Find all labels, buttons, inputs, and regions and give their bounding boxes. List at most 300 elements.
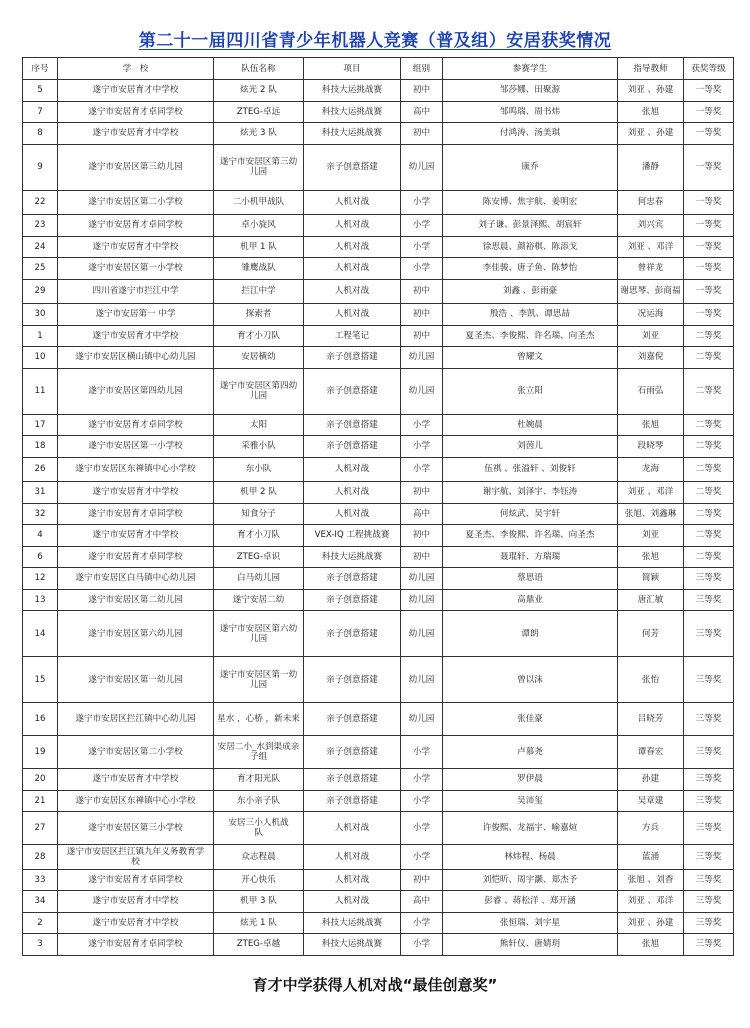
table-cell: 白马幼儿园 [214, 568, 304, 590]
table-cell: 亲子创意搭建 [304, 368, 401, 414]
table-cell: 遂宁市安居区第三幼儿园 [58, 144, 214, 190]
table-cell: 三等奖 [684, 812, 734, 845]
table-cell: 遂宁市安居育才中学校 [58, 891, 214, 913]
table-cell: 亲子创意搭建 [304, 414, 401, 436]
table-cell: 高中 [401, 503, 443, 525]
table-cell: 遂宁市安居区第三幼 儿园 [214, 144, 304, 190]
table-cell: 伍祺 、张溢轩 、刘俊轩 [443, 457, 618, 482]
table-cell: 4 [23, 525, 58, 547]
table-cell: 小学 [401, 236, 443, 258]
table-cell: 34 [23, 891, 58, 913]
table-row [23, 482, 734, 504]
table-cell: 机甲 2 队 [214, 482, 304, 504]
table-cell: 四川省遂宁市拦江中学 [58, 279, 214, 304]
table-cell: 三等奖 [684, 769, 734, 791]
table-cell: 二等奖 [684, 368, 734, 414]
table-row [23, 144, 734, 190]
table-header-row [23, 58, 734, 80]
table-cell: 科技大运挑战赛 [304, 546, 401, 568]
table-cell: 人机对战 [304, 258, 401, 280]
table-cell: 初中 [401, 482, 443, 504]
table-cell: 龙海 [618, 457, 684, 482]
table-cell: 科技大运挑战赛 [304, 123, 401, 145]
table-cell: 遂宁市安居育才卓同学校 [58, 215, 214, 237]
table-cell: 太阳 [214, 414, 304, 436]
header-cell: 指导教师 [618, 58, 684, 80]
table-cell: 李佳骏、唐子鱼、陈梦怡 [443, 258, 618, 280]
header-cell: 组别 [401, 58, 443, 80]
table-cell: 一等奖 [684, 144, 734, 190]
table-cell: 二等奖 [684, 503, 734, 525]
table-cell: 幼儿园 [401, 144, 443, 190]
table-cell: 22 [23, 190, 58, 215]
table-cell: 三等奖 [684, 703, 734, 736]
table-cell: 星水 ，心桥 ，新未来 [214, 703, 304, 736]
table-cell: 二等奖 [684, 414, 734, 436]
table-row [23, 657, 734, 703]
table-cell: 张旭 、刘香 [618, 869, 684, 891]
table-cell: 张旭 [618, 414, 684, 436]
header-cell: 参赛学生 [443, 58, 618, 80]
table-cell: 遂宁市安居区拦江镇中心幼儿园 [58, 703, 214, 736]
table-cell: 探索者 [214, 304, 304, 326]
table-cell: 高鼎业 [443, 589, 618, 611]
table-cell: 三等奖 [684, 589, 734, 611]
table-body [23, 80, 734, 956]
table-cell: 人机对战 [304, 457, 401, 482]
table-cell: 遂宁市安居育才中学校 [58, 912, 214, 934]
table-cell: 开心快乐 [214, 869, 304, 891]
table-cell: 24 [23, 236, 58, 258]
table-row [23, 611, 734, 657]
footer-note: 育才中学获得人机对战“最佳创意奖” [252, 976, 498, 994]
table-cell: 遂宁市安居区第六幼儿园 [58, 611, 214, 657]
table-cell: 段晓琴 [618, 436, 684, 458]
header-cell: 队伍名称 [214, 58, 304, 80]
table-cell: 刘嘉倪 [618, 347, 684, 369]
table-cell: 张佳豪 [443, 703, 618, 736]
table-cell: 遂宁安居二幼 [214, 589, 304, 611]
table-cell: 初中 [401, 80, 443, 102]
table-cell: 小学 [401, 934, 443, 956]
table-cell: 何忠春 [618, 190, 684, 215]
table-cell: ZTEG-卓识 [214, 546, 304, 568]
table-cell: 16 [23, 703, 58, 736]
table-cell: 小学 [401, 736, 443, 769]
table-cell: 幼儿园 [401, 657, 443, 703]
table-cell: 3 [23, 934, 58, 956]
table-cell: 一等奖 [684, 80, 734, 102]
table-cell: 刘亚 [618, 525, 684, 547]
table-cell: 何芳 [618, 611, 684, 657]
table-cell: 三等奖 [684, 934, 734, 956]
table-cell: 工程笔记 [304, 325, 401, 347]
awards-table [22, 57, 734, 956]
table-row [23, 790, 734, 812]
table-row [23, 258, 734, 280]
table-cell: 6 [23, 546, 58, 568]
table-cell: 聂琨轩、方瑞瑞 [443, 546, 618, 568]
table-cell: 三等奖 [684, 891, 734, 913]
table-cell: 8 [23, 123, 58, 145]
table-cell: 遂宁市安居育才中学校 [58, 236, 214, 258]
table-cell: 人机对战 [304, 236, 401, 258]
table-cell: 遂宁市安居区第一小学校 [58, 436, 214, 458]
table-cell: 9 [23, 144, 58, 190]
table-cell: 蔡思语 [443, 568, 618, 590]
table-row [23, 101, 734, 123]
table-cell: 一等奖 [684, 190, 734, 215]
table-cell: 28 [23, 845, 58, 870]
table-row [23, 347, 734, 369]
table-cell: 刘亚 [618, 325, 684, 347]
table-cell: 人机对战 [304, 215, 401, 237]
table-cell: 刘茵儿 [443, 436, 618, 458]
table-cell: 遂宁市安居育才卓同学校 [58, 414, 214, 436]
table-cell: 遂宁市安居区第一小学校 [58, 258, 214, 280]
table-cell: 12 [23, 568, 58, 590]
table-cell: 亲子创意搭建 [304, 769, 401, 791]
table-cell: 科技大运挑战赛 [304, 80, 401, 102]
table-row [23, 869, 734, 891]
table-cell: 人机对战 [304, 304, 401, 326]
table-cell: 安居三小人机战 队 [214, 812, 304, 845]
table-cell: 初中 [401, 325, 443, 347]
table-row [23, 325, 734, 347]
table-row [23, 123, 734, 145]
table-cell: 人机对战 [304, 812, 401, 845]
table-cell: 小学 [401, 190, 443, 215]
table-cell: 25 [23, 258, 58, 280]
table-cell: 遂宁市安居区第四幼 儿园 [214, 368, 304, 414]
table-cell: 人机对战 [304, 845, 401, 870]
table-cell: 一等奖 [684, 123, 734, 145]
table-row [23, 414, 734, 436]
table-cell: 7 [23, 101, 58, 123]
table-cell: 卓小旋风 [214, 215, 304, 237]
table-cell: 东小亲子队 [214, 790, 304, 812]
table-row [23, 457, 734, 482]
table-cell: 刘兴宾 [618, 215, 684, 237]
table-cell: 遂宁市安居育才中学校 [58, 482, 214, 504]
table-cell: 18 [23, 436, 58, 458]
table-cell: 20 [23, 769, 58, 791]
table-row [23, 215, 734, 237]
table-cell: 夏圣杰、李俊熙、许名瑞、向圣杰 [443, 525, 618, 547]
table-cell: 罗伊晨 [443, 769, 618, 791]
table-cell: 17 [23, 414, 58, 436]
table-cell: 32 [23, 503, 58, 525]
table-cell: 亲子创意搭建 [304, 703, 401, 736]
table-cell: 亲子创意搭建 [304, 436, 401, 458]
table-cell: 遂宁市安居区第四幼儿园 [58, 368, 214, 414]
table-cell: 曾耀文 [443, 347, 618, 369]
table-row [23, 190, 734, 215]
table-row [23, 736, 734, 769]
table-cell: 15 [23, 657, 58, 703]
table-cell: 刘鑫 、彭雨豪 [443, 279, 618, 304]
table-cell: 27 [23, 812, 58, 845]
table-cell: 26 [23, 457, 58, 482]
header-cell: 序号 [23, 58, 58, 80]
table-row [23, 891, 734, 913]
table-cell: 三等奖 [684, 568, 734, 590]
table-cell: 遂宁市安居第一 中学 [58, 304, 214, 326]
table-cell: 邹鸣瑞、周书炜 [443, 101, 618, 123]
table-row [23, 845, 734, 870]
table-cell: 唐汇敏 [618, 589, 684, 611]
table-row [23, 80, 734, 102]
table-cell: 遂宁市安居育才中学校 [58, 123, 214, 145]
table-cell: 卢慕尧 [443, 736, 618, 769]
table-cell: 一等奖 [684, 215, 734, 237]
table-row [23, 812, 734, 845]
table-cell: 高中 [401, 891, 443, 913]
table-cell: 机甲 3 队 [214, 891, 304, 913]
table-cell: 人机对战 [304, 869, 401, 891]
table-cell: 遂宁市安居区第三小学校 [58, 812, 214, 845]
table-cell: 一等奖 [684, 101, 734, 123]
table-cell: 刘亚 、孙建 [618, 80, 684, 102]
table-cell: 张旭 [618, 546, 684, 568]
table-cell: 幼儿园 [401, 568, 443, 590]
table-cell: 遂宁市安居区第一幼 儿园 [214, 657, 304, 703]
table-cell: 张旭 [618, 101, 684, 123]
table-cell: 小学 [401, 769, 443, 791]
table-cell: 幼儿园 [401, 347, 443, 369]
table-cell: 小学 [401, 258, 443, 280]
table-cell: 邹莎娜、田聚源 [443, 80, 618, 102]
table-cell: 付鸿涛、汤美琪 [443, 123, 618, 145]
table-cell: 遂宁市安居区第二小学校 [58, 190, 214, 215]
table-cell: 小学 [401, 912, 443, 934]
table-cell: 曾以沫 [443, 657, 618, 703]
table-cell: 张怡 [618, 657, 684, 703]
table-cell: 遂宁市安居区第二小学校 [58, 736, 214, 769]
table-cell: 张旭、刘鑫琳 [618, 503, 684, 525]
header-cell: 项目 [304, 58, 401, 80]
table-cell: 亲子创意搭建 [304, 347, 401, 369]
table-cell: ZTEG-卓越 [214, 934, 304, 956]
table-row [23, 934, 734, 956]
table-cell: 遂宁市安居育才卓同学校 [58, 546, 214, 568]
table-cell: 三等奖 [684, 912, 734, 934]
table-cell: 机甲 1 队 [214, 236, 304, 258]
table-cell: 采雅小队 [214, 436, 304, 458]
table-cell: 方兵 [618, 812, 684, 845]
table-cell: 初中 [401, 279, 443, 304]
table-row [23, 546, 734, 568]
table-cell: 吕晓芳 [618, 703, 684, 736]
table-cell: 遂宁市安居区东禅镇中心小学校 [58, 457, 214, 482]
table-cell: 初中 [401, 304, 443, 326]
table-cell: 亲子创意搭建 [304, 657, 401, 703]
table-cell: 一等奖 [684, 258, 734, 280]
table-cell: 遂宁市安居区第六幼 儿园 [214, 611, 304, 657]
table-cell: 亲子创意搭建 [304, 589, 401, 611]
table-cell: 遂宁市安居育才中学校 [58, 769, 214, 791]
table-cell: 一等奖 [684, 236, 734, 258]
table-cell: 幼儿园 [401, 589, 443, 611]
table-cell: 科技大运挑战赛 [304, 912, 401, 934]
header-cell: 获奖等级 [684, 58, 734, 80]
table-cell: 曾祥龙 [618, 258, 684, 280]
table-cell: 遂宁市安居育才卓同学校 [58, 503, 214, 525]
table-cell: 三等奖 [684, 611, 734, 657]
table-cell: 简颖 [618, 568, 684, 590]
table-cell: 遂宁市安居育才中学校 [58, 80, 214, 102]
table-row [23, 304, 734, 326]
table-cell: 小学 [401, 215, 443, 237]
table-cell: 小学 [401, 457, 443, 482]
table-cell: ZTEG-卓远 [214, 101, 304, 123]
table-row [23, 279, 734, 304]
table-cell: 谭朗 [443, 611, 618, 657]
table-cell: 小学 [401, 812, 443, 845]
table-cell: 亲子创意搭建 [304, 144, 401, 190]
table-cell: 刘亚 、邓洋 [618, 891, 684, 913]
table-cell: 亲子创意搭建 [304, 611, 401, 657]
table-row [23, 769, 734, 791]
table-cell: 彭睿 、蒋松洋 、郑开涵 [443, 891, 618, 913]
table-cell: 遂宁市安居区东禅镇中心小学校 [58, 790, 214, 812]
table-cell: 5 [23, 80, 58, 102]
table-cell: 雏鹰战队 [214, 258, 304, 280]
table-cell: 高中 [401, 101, 443, 123]
table-cell: VEX-IQ 工程挑战赛 [304, 525, 401, 547]
table-cell: 育才小刀队 [214, 525, 304, 547]
table-cell: 二等奖 [684, 546, 734, 568]
table-cell: 人机对战 [304, 891, 401, 913]
table-cell: 陈安博、焦宇航、姜明宏 [443, 190, 618, 215]
table-cell: 许俊熙、龙福宇、喻嘉煊 [443, 812, 618, 845]
table-cell: 遂宁市安居育才卓同学校 [58, 869, 214, 891]
table-row [23, 436, 734, 458]
table-cell: 吴章建 [618, 790, 684, 812]
table-cell: 刘亚 、邓洋 [618, 236, 684, 258]
table-cell: 遂宁市安居区白马镇中心幼儿园 [58, 568, 214, 590]
table-cell: 遂宁市安居区拦江镇九年义务教育学 校 [58, 845, 214, 870]
table-cell: 熊轩仪、唐婧玥 [443, 934, 618, 956]
table-cell: 33 [23, 869, 58, 891]
table-cell: 安居横幼 [214, 347, 304, 369]
table-cell: 遂宁市安居区横山镇中心幼儿园 [58, 347, 214, 369]
table-cell: 人机对战 [304, 190, 401, 215]
table-cell: 炫光 1 队 [214, 912, 304, 934]
table-cell: 遂宁市安居育才中学校 [58, 325, 214, 347]
table-cell: 徐思晨、颜裕棋、陈添戈 [443, 236, 618, 258]
table-cell: 科技大运挑战赛 [304, 934, 401, 956]
table-cell: 孙建 [618, 769, 684, 791]
table-cell: 林炜程、杨晨 [443, 845, 618, 870]
table-cell: 人机对战 [304, 279, 401, 304]
table-cell: 三等奖 [684, 845, 734, 870]
table-cell: 康乔 [443, 144, 618, 190]
table-cell: 小学 [401, 414, 443, 436]
table-cell: 吴沛玺 [443, 790, 618, 812]
table-cell: 石雨弘 [618, 368, 684, 414]
table-cell: 三等奖 [684, 790, 734, 812]
table-cell: 小学 [401, 436, 443, 458]
table-cell: 遂宁市安居区第二幼儿园 [58, 589, 214, 611]
table-cell: 安居二小_水到渠成亲 子组 [214, 736, 304, 769]
table-row [23, 503, 734, 525]
table-cell: 29 [23, 279, 58, 304]
table-cell: 31 [23, 482, 58, 504]
table-row [23, 568, 734, 590]
table-cell: 谢宇航、刘泽宇、李钰涛 [443, 482, 618, 504]
table-cell: 况运海 [618, 304, 684, 326]
table-cell: 众志程晨 [214, 845, 304, 870]
table-cell: 杜婉晨 [443, 414, 618, 436]
document-title: 第二十一届四川省青少年机器人竞赛（普及组）安居获奖情况 [138, 31, 612, 51]
table-row [23, 368, 734, 414]
table-cell: 遂宁市安居育才中学校 [58, 525, 214, 547]
table-cell: 谭春宏 [618, 736, 684, 769]
table-cell: 谢思琴、彭商福 [618, 279, 684, 304]
table-cell: 2 [23, 912, 58, 934]
table-cell: 炫光 3 队 [214, 123, 304, 145]
table-cell: 二等奖 [684, 525, 734, 547]
table-cell: 幼儿园 [401, 368, 443, 414]
table-cell: 遂宁市安居区第一幼儿园 [58, 657, 214, 703]
table-cell: 23 [23, 215, 58, 237]
table-cell: 30 [23, 304, 58, 326]
table-cell: 张立阳 [443, 368, 618, 414]
table-cell: 二等奖 [684, 457, 734, 482]
table-cell: 三等奖 [684, 869, 734, 891]
table-cell: 遂宁市安居育才卓同学校 [58, 934, 214, 956]
table-cell: 二等奖 [684, 482, 734, 504]
table-cell: 炫光 2 队 [214, 80, 304, 102]
table-cell: 刘亚 、孙建 [618, 123, 684, 145]
header-cell: 学 校 [58, 58, 214, 80]
table-cell: 育才阳光队 [214, 769, 304, 791]
table-cell: 一等奖 [684, 304, 734, 326]
table-cell: 遂宁市安居育才卓同学校 [58, 101, 214, 123]
table-cell: 刘子谦、彭景泽熙、胡宸轩 [443, 215, 618, 237]
table-cell: 夏圣杰、李俊熙、许名瑞、向圣杰 [443, 325, 618, 347]
table-cell: 刘亚 、邓洋 [618, 482, 684, 504]
table-cell: 亲子创意搭建 [304, 790, 401, 812]
table-cell: 张恒瑞、刘宇星 [443, 912, 618, 934]
table-cell: 小学 [401, 845, 443, 870]
table-cell: 二等奖 [684, 436, 734, 458]
table-cell: 东小队 [214, 457, 304, 482]
table-cell: 育才小刀队 [214, 325, 304, 347]
table-cell: 14 [23, 611, 58, 657]
table-cell: 二等奖 [684, 325, 734, 347]
table-cell: 11 [23, 368, 58, 414]
table-cell: 小学 [401, 790, 443, 812]
table-cell: 二小机甲战队 [214, 190, 304, 215]
table-cell: 1 [23, 325, 58, 347]
table-cell: 21 [23, 790, 58, 812]
table-cell: 拦江中学 [214, 279, 304, 304]
table-cell: 人机对战 [304, 482, 401, 504]
table-cell: 初中 [401, 546, 443, 568]
table-cell: 三等奖 [684, 736, 734, 769]
table-row [23, 589, 734, 611]
table-cell: 初中 [401, 123, 443, 145]
table-cell: 刘亚 、孙建 [618, 912, 684, 934]
table-cell: 13 [23, 589, 58, 611]
table-cell: 10 [23, 347, 58, 369]
table-cell: 初中 [401, 869, 443, 891]
table-cell: 一等奖 [684, 279, 734, 304]
table-cell: 知食分子 [214, 503, 304, 525]
table-cell: 幼儿园 [401, 703, 443, 736]
